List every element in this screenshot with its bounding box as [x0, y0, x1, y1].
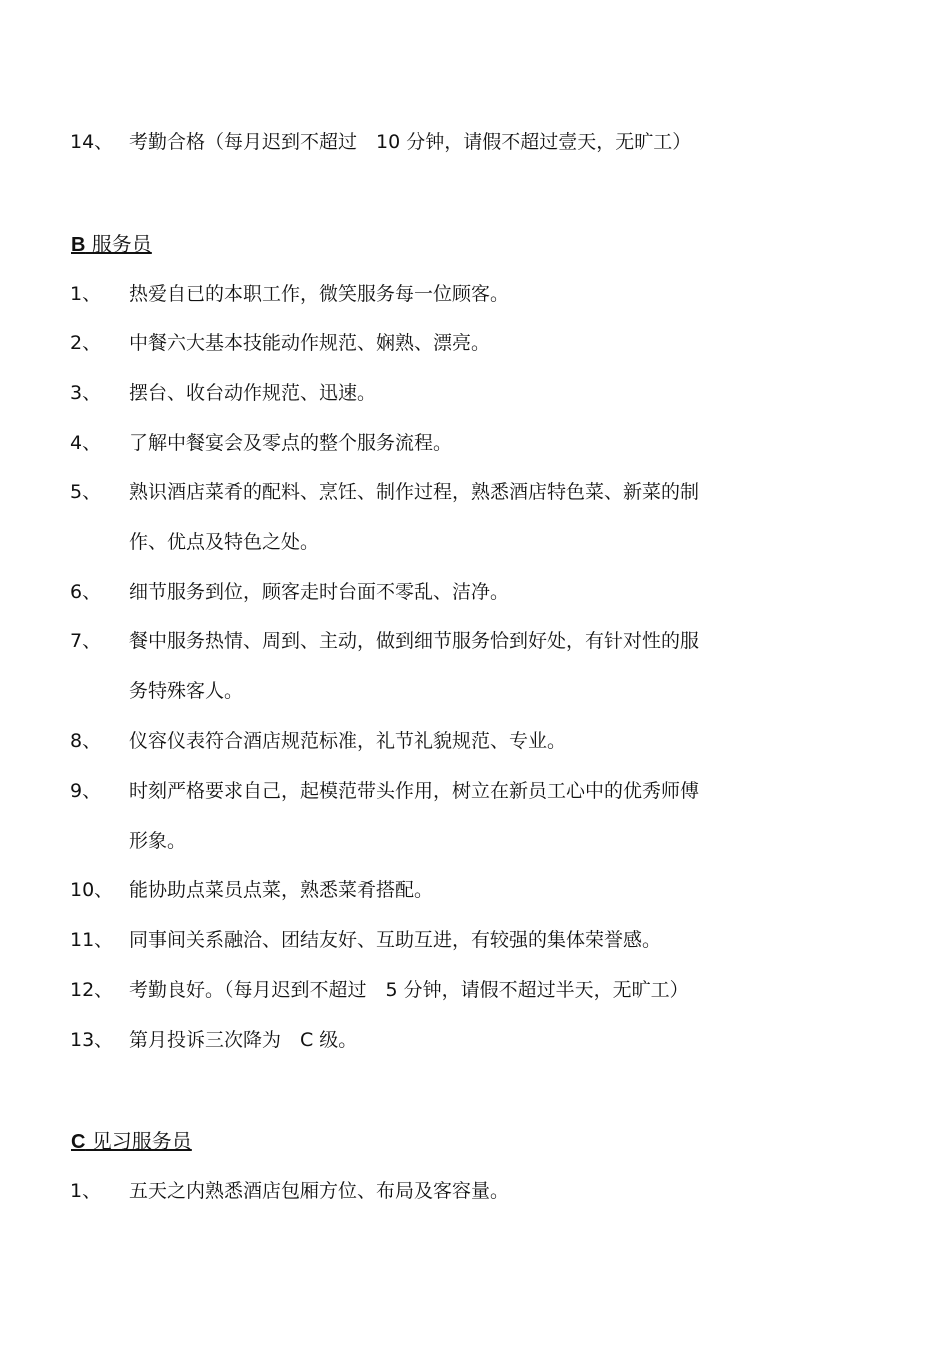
- item-number: 1、: [70, 283, 102, 305]
- item-text: 细节服务到位，顾客走时台面不零乱、洁净。: [129, 581, 510, 603]
- section-letter: C: [71, 1131, 86, 1153]
- item-text: 能协助点菜员点菜，熟悉菜肴搭配。: [129, 879, 434, 901]
- item-text: 中餐六大基本技能动作规范、娴熟、漂亮。: [129, 332, 491, 354]
- item-text: 时刻严格要求自己，起模范带头作用，树立在新员工心中的优秀师傅: [129, 780, 700, 802]
- item-number: 12、: [70, 979, 114, 1001]
- item-number: 7、: [70, 630, 102, 652]
- item-text: 同事间关系融洽、团结友好、互助互进，有较强的集体荣誉感。: [129, 929, 662, 951]
- item-text-continued: 作、优点及特色之处。: [129, 531, 320, 553]
- item-text: 热爱自已的本职工作，微笑服务每一位顾客。: [129, 283, 510, 305]
- item-number: 13、: [70, 1029, 114, 1051]
- item-text: 了解中餐宴会及零点的整个服务流程。: [129, 432, 453, 454]
- item-number: 1、: [70, 1180, 102, 1202]
- item-text: 考勤合格（每月迟到不超过 10 分钟，请假不超过壹天，无旷工）: [129, 131, 692, 153]
- item-number: 3、: [70, 382, 102, 404]
- item-number: 11、: [70, 929, 114, 951]
- item-text: 餐中服务热情、周到、主动，做到细节服务恰到好处，有针对性的服: [129, 630, 700, 652]
- item-text: 熟识酒店菜肴的配料、烹饪、制作过程，熟悉酒店特色菜、新菜的制: [129, 481, 700, 503]
- section-title: 服务员: [85, 232, 152, 256]
- item-number: 8、: [70, 730, 102, 752]
- item-number: 4、: [70, 432, 102, 454]
- section-c-heading: [71, 1125, 192, 1157]
- item-number: 5、: [70, 481, 102, 503]
- item-text: 五天之内熟悉酒店包厢方位、布局及客容量。: [129, 1180, 510, 1202]
- item-text-continued: 形象。: [129, 830, 187, 852]
- section-title: 见习服务员: [85, 1129, 192, 1153]
- item-number: 2、: [70, 332, 102, 354]
- item-text-continued: 务特殊客人。: [129, 680, 244, 702]
- section-letter: B: [71, 234, 86, 256]
- item-text: 第月投诉三次降为 C 级。: [129, 1029, 358, 1051]
- item-text: 仪容仪表符合酒店规范标准，礼节礼貌规范、专业。: [129, 730, 567, 752]
- item-text: 摆台、收台动作规范、迅速。: [129, 382, 377, 404]
- item-number: 6、: [70, 581, 102, 603]
- item-number: 14、: [70, 131, 114, 153]
- item-number: 9、: [70, 780, 102, 802]
- section-b-heading: [71, 228, 152, 260]
- item-text: 考勤良好。（每月迟到不超过 5 分钟，请假不超过半天，无旷工）: [129, 979, 689, 1001]
- item-number: 10、: [70, 879, 114, 901]
